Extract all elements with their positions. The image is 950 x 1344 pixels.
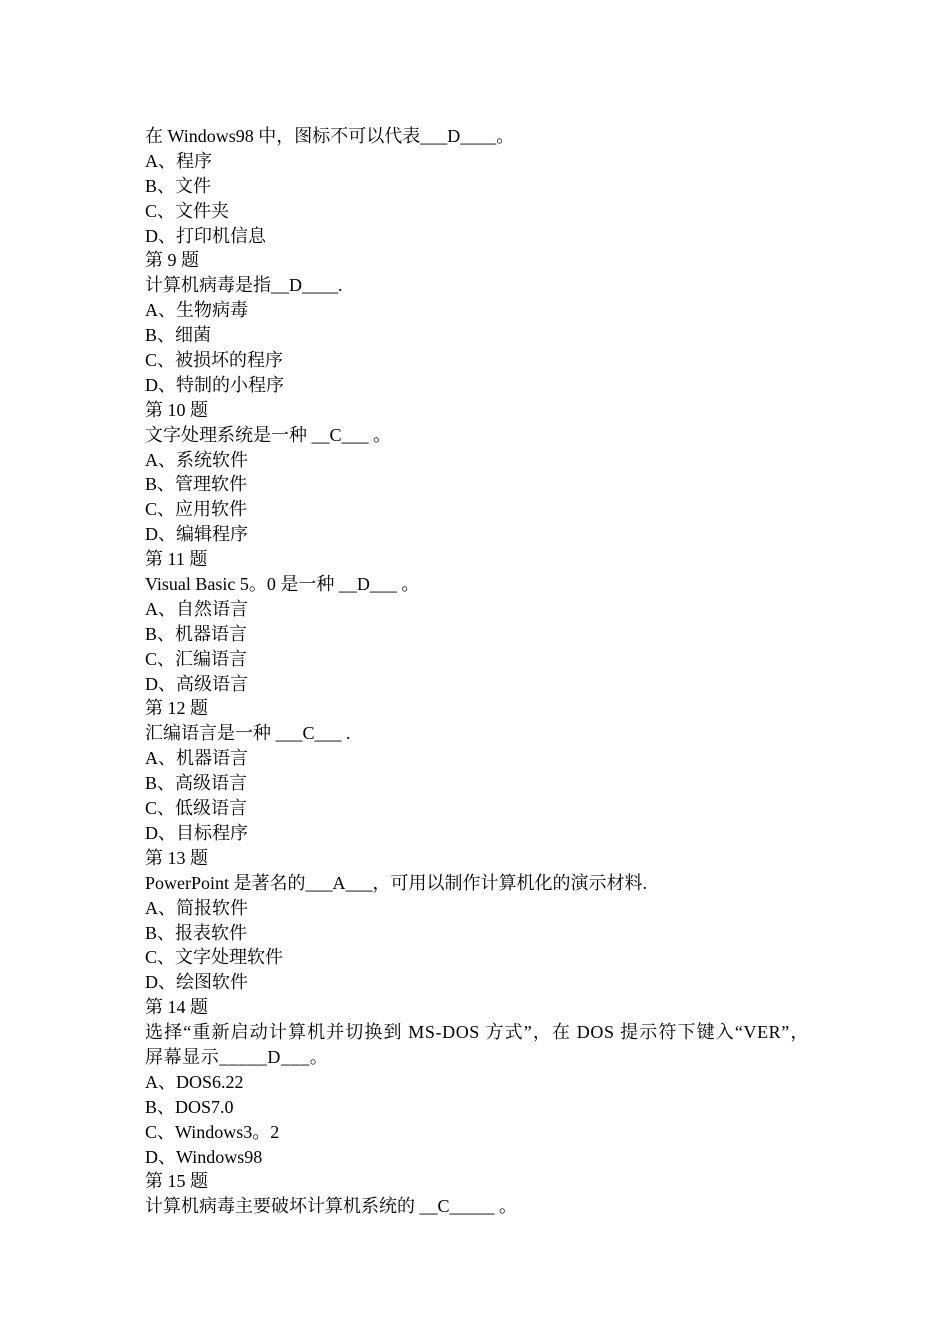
answer-option: D、特制的小程序 xyxy=(145,374,284,395)
question-number: 第 12 题 xyxy=(145,698,208,719)
answer-option: D、高级语言 xyxy=(145,673,248,694)
answer-option: B、DOS7.0 xyxy=(145,1096,234,1117)
answer-option: C、应用软件 xyxy=(145,499,248,520)
question-number: 第 10 题 xyxy=(145,399,208,420)
answer-option: A、系统软件 xyxy=(145,449,248,470)
answer-option: D、打印机信息 xyxy=(145,225,266,246)
question-number: 第 15 题 xyxy=(145,1171,208,1192)
question-number: 第 9 题 xyxy=(145,250,199,271)
answer-option: A、DOS6.22 xyxy=(145,1071,244,1092)
question-stem: PowerPoint 是著名的___A___，可用以制作计算机化的演示材料. xyxy=(145,872,648,893)
answer-option: C、文件夹 xyxy=(145,200,230,221)
answer-option: A、简报软件 xyxy=(145,897,248,918)
answer-option: A、生物病毒 xyxy=(145,300,248,321)
question-stem: 在 Windows98 中，图标不可以代表___D____。 xyxy=(145,126,515,146)
answer-option: C、文字处理软件 xyxy=(145,947,284,968)
question-stem: 汇编语言是一种 ___C___ . xyxy=(145,723,351,744)
answer-option: A、自然语言 xyxy=(145,598,248,619)
answer-option: B、细菌 xyxy=(145,325,212,346)
answer-option: C、被损坏的程序 xyxy=(145,350,284,371)
document-page xyxy=(145,124,809,1219)
question-stem: Visual Basic 5。0 是一种 __D___ 。 xyxy=(145,574,420,595)
question-stem: 选择“重新启动计算机并切换到 MS-DOS 方式”，在 DOS 提示符下键入“VER”，屏幕显示_____D___。 xyxy=(145,1022,809,1067)
question-number: 第 11 题 xyxy=(145,549,208,570)
answer-option: A、机器语言 xyxy=(145,748,248,769)
answer-option: B、管理软件 xyxy=(145,474,248,495)
answer-option: B、高级语言 xyxy=(145,773,248,794)
question-stem: 计算机病毒是指__D____. xyxy=(145,275,343,296)
answer-option: C、Windows3。2 xyxy=(145,1121,280,1142)
answer-option: C、低级语言 xyxy=(145,798,248,819)
question-stem: 文字处理系统是一种 __C___ 。 xyxy=(145,424,392,445)
answer-option: D、目标程序 xyxy=(145,822,248,843)
answer-option: D、绘图软件 xyxy=(145,972,248,993)
answer-option: A、程序 xyxy=(145,150,212,171)
question-number: 第 14 题 xyxy=(145,997,208,1018)
answer-option: C、汇编语言 xyxy=(145,648,248,669)
question-number: 第 13 题 xyxy=(145,847,208,868)
answer-option: D、Windows98 xyxy=(145,1146,263,1167)
answer-option: B、机器语言 xyxy=(145,623,248,644)
answer-option: B、文件 xyxy=(145,175,212,196)
answer-option: D、编辑程序 xyxy=(145,524,248,545)
question-stem: 计算机病毒主要破坏计算机系统的 __C_____ 。 xyxy=(145,1196,518,1217)
answer-option: B、报表软件 xyxy=(145,922,248,943)
